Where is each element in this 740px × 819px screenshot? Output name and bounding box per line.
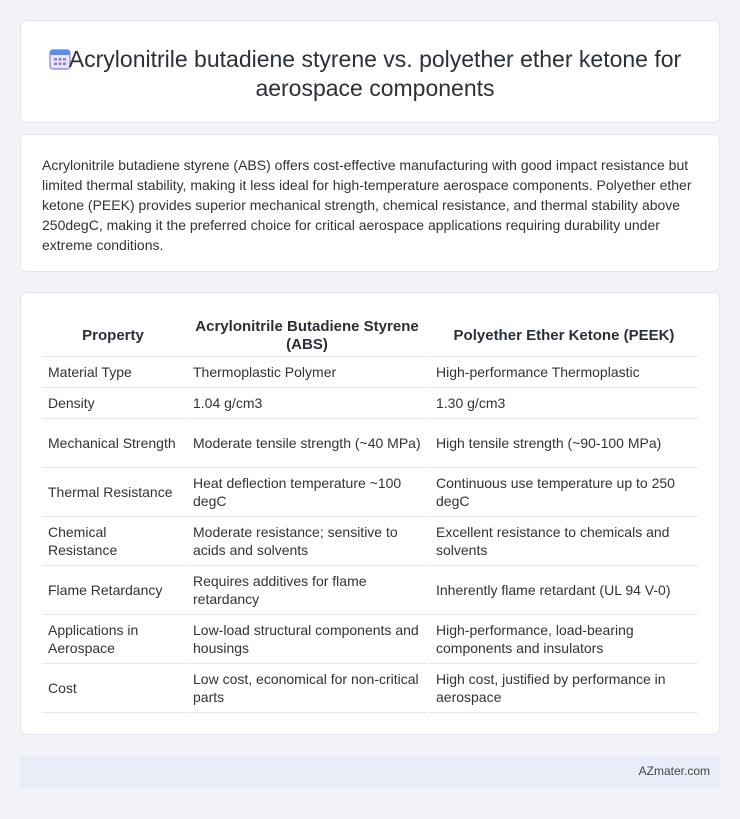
row-property: Chemical Resistance (42, 517, 184, 566)
table-row (42, 664, 698, 713)
row-abs-value: Thermoplastic Polymer (184, 357, 427, 388)
header-abs: Acrylonitrile Butadiene Styrene (ABS) (184, 315, 427, 357)
row-abs-value: Requires additives for flame retardancy (184, 566, 427, 615)
row-peek-value: 1.30 g/cm3 (427, 388, 698, 419)
row-property: Density (42, 388, 184, 419)
title-card (20, 20, 720, 123)
row-property: Cost (42, 664, 184, 713)
row-peek-value: High tensile strength (~90-100 MPa) (427, 419, 698, 468)
row-property: Mechanical Strength (42, 419, 184, 468)
table-row (42, 468, 698, 517)
comparison-table-card (20, 292, 720, 735)
row-peek-value: Inherently flame retardant (UL 94 V-0) (427, 566, 698, 615)
summary-card (20, 134, 720, 272)
header-peek: Polyether Ether Ketone (PEEK) (427, 315, 698, 357)
row-property: Applications in Aerospace (42, 615, 184, 664)
comparison-table (42, 315, 698, 713)
table-row (42, 357, 698, 388)
footer-source[interactable]: AZmater.com (638, 764, 710, 778)
row-abs-value: Moderate tensile strength (~40 MPa) (184, 419, 427, 468)
footer-bar (20, 755, 720, 789)
row-peek-value: High cost, justified by performance in aerospace (427, 664, 698, 713)
row-property: Thermal Resistance (42, 468, 184, 517)
table-row (42, 517, 698, 566)
table-row (42, 566, 698, 615)
row-abs-value: Heat deflection temperature ~100 degC (184, 468, 427, 517)
table-row (42, 419, 698, 468)
row-peek-value: Continuous use temperature up to 250 degC (427, 468, 698, 517)
row-abs-value: Moderate resistance; sensitive to acids and solvents (184, 517, 427, 566)
row-property: Material Type (42, 357, 184, 388)
row-peek-value: Excellent resistance to chemicals and solvents (427, 517, 698, 566)
table-row (42, 388, 698, 419)
row-abs-value: Low cost, economical for non-critical parts (184, 664, 427, 713)
row-abs-value: 1.04 g/cm3 (184, 388, 427, 419)
table-header-row (42, 315, 698, 357)
row-peek-value: High-performance, load-bearing components and insulators (427, 615, 698, 664)
table-row (42, 615, 698, 664)
summary-text: Acrylonitrile butadiene styrene (ABS) offers cost-effective manufacturing with good impact resistance but limited thermal stability, making it less ideal for high-temperature aerospace components. Polyether ether ketone (PEEK) provides superior mechanical strength, chemical resistance, and thermal stability above 250degC, making it the preferred choice for critical aerospace applications requiring durability under extreme conditions. (42, 157, 692, 253)
header-property: Property (42, 315, 184, 357)
row-property: Flame Retardancy (42, 566, 184, 615)
page-title: Acrylonitrile butadiene styrene vs. polyether ether ketone for aerospace components (68, 46, 682, 101)
row-peek-value: High-performance Thermoplastic (427, 357, 698, 388)
row-abs-value: Low-load structural components and housings (184, 615, 427, 664)
